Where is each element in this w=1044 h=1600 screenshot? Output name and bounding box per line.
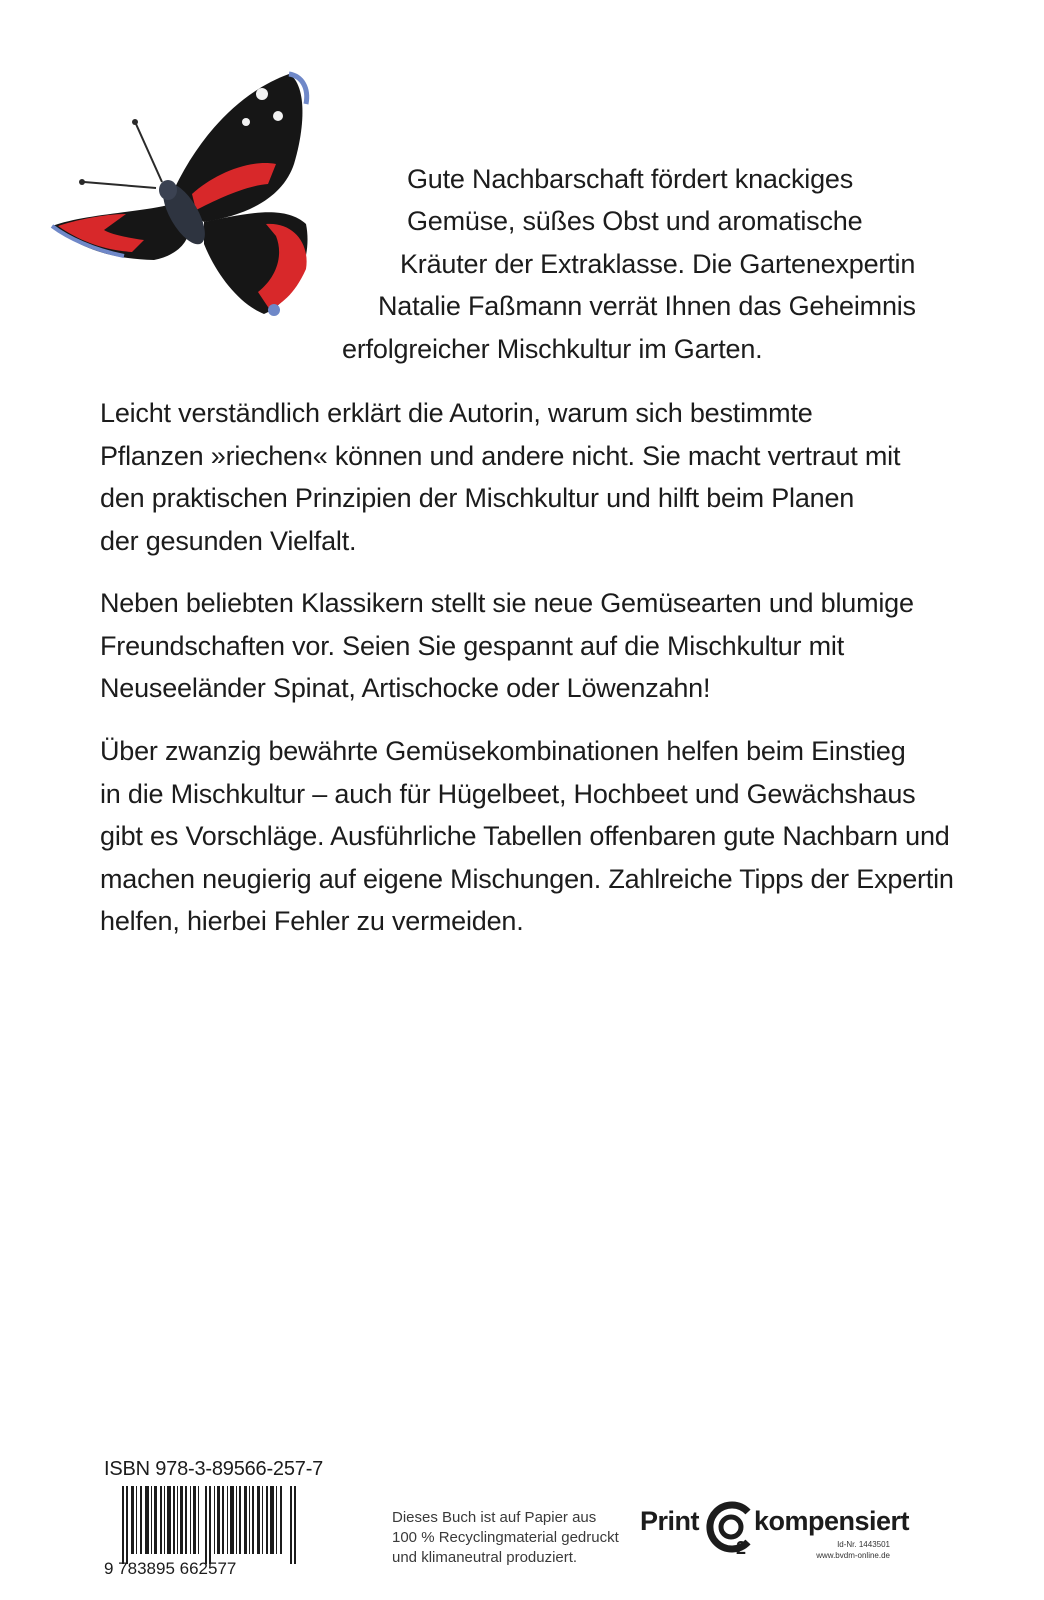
intro-line-4: Natalie Faßmann verrät Ihnen das Geheimnis bbox=[378, 291, 916, 321]
barcode-digits: 9 783895 662577 bbox=[104, 1559, 237, 1576]
compensated-word: kompensiert bbox=[754, 1506, 910, 1536]
paper-note-line: und klimaneutral produziert. bbox=[392, 1549, 578, 1566]
intro-line-1: Gute Nachbarschaft fördert knackiges bbox=[407, 164, 854, 194]
print-co2-compensated-logo bbox=[640, 1496, 930, 1566]
paragraph-line: Über zwanzig bewährte Gemüsekombinationen helfen beim Einstieg bbox=[100, 736, 906, 766]
paragraph-line: Neuseeländer Spinat, Artischocke oder Löwenzahn! bbox=[100, 673, 711, 703]
paragraph-line: gibt es Vorschläge. Ausführliche Tabellen offenbaren gute Nachbarn und bbox=[100, 821, 950, 851]
paper-note-line: 100 % Recyclingmaterial gedruckt bbox=[392, 1529, 619, 1546]
isbn-label: ISBN 978-3-89566-257-7 bbox=[104, 1458, 324, 1480]
barcode-icon bbox=[104, 1486, 316, 1576]
intro-line-5: erfolgreicher Mischkultur im Garten. bbox=[342, 334, 763, 364]
paragraph-line: Pflanzen »riechen« können und andere nicht. Sie macht vertraut mit bbox=[100, 440, 901, 471]
co2-subscript: 2 bbox=[736, 1538, 747, 1556]
print-word: Print bbox=[640, 1506, 700, 1536]
bvdm-website: www.bvdm-online.de bbox=[816, 1551, 890, 1560]
red-admiral-butterfly-illustration bbox=[44, 64, 344, 334]
paragraph-line: in die Mischkultur – auch für Hügelbeet, Hochbeet und Gewächshaus bbox=[100, 778, 916, 809]
paragraph-2 bbox=[100, 582, 920, 710]
paragraph-line: Leicht verständlich erklärt die Autorin, warum sich bestimmte bbox=[100, 398, 813, 428]
co2-icon bbox=[702, 1498, 760, 1556]
paragraph-line: helfen, hierbei Fehler zu vermeiden. bbox=[100, 906, 524, 936]
paragraph-line: Freundschaften vor. Seien Sie gespannt auf die Mischkultur mit bbox=[100, 630, 845, 661]
paragraph-line: machen neugierig auf eigene Mischungen. Zahlreiche Tipps der Expertin bbox=[100, 863, 954, 894]
id-number: Id-Nr. 1443501 bbox=[837, 1540, 890, 1549]
paragraph-3 bbox=[100, 730, 954, 943]
paragraph-line: der gesunden Vielfalt. bbox=[100, 525, 357, 556]
paper-note bbox=[392, 1508, 619, 1568]
paragraph-line: den praktischen Prinzipien der Mischkultur und hilft beim Planen bbox=[100, 483, 855, 513]
intro-line-2: Gemüse, süßes Obst und aromatische bbox=[407, 206, 863, 236]
paragraph-1 bbox=[100, 392, 920, 562]
intro-line-3: Kräuter der Extraklasse. Die Gartenexpertin bbox=[400, 249, 916, 279]
paragraph-line: Neben beliebten Klassikern stellt sie neue Gemüsearten und blumige bbox=[100, 588, 914, 618]
paper-note-line: Dieses Buch ist auf Papier aus bbox=[392, 1509, 597, 1526]
